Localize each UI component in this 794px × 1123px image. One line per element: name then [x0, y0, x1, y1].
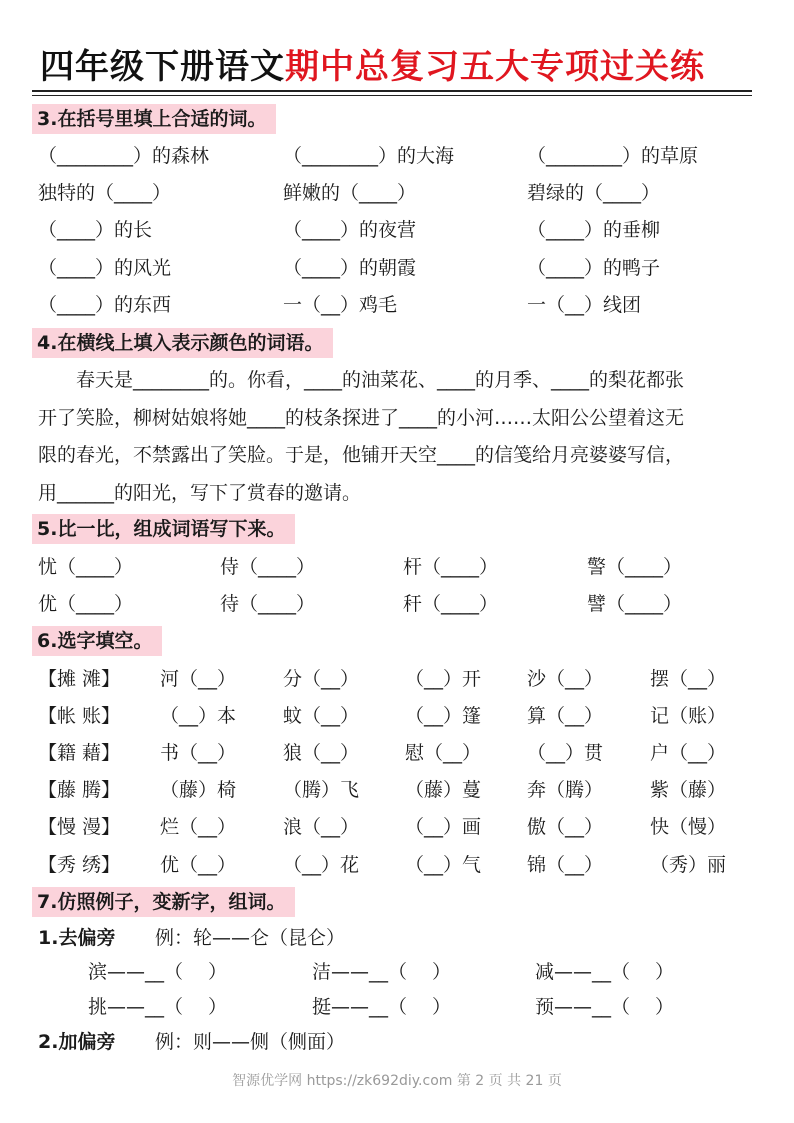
- blank-item: （____）的风光: [38, 257, 172, 279]
- blank-item: 挑——__（ ）: [88, 996, 228, 1018]
- blank-item: 减——__（ ）: [535, 961, 675, 983]
- blank-item: 锦（__）: [527, 854, 604, 876]
- section-7-heading: 7.仿照例子，变新字，组词。: [32, 887, 295, 917]
- section-6-heading: 6.选字填空。: [32, 626, 162, 656]
- blank-item: 侍（____）: [220, 556, 316, 578]
- blank-item: 碧绿的（____）: [527, 182, 661, 204]
- blank-item: 优（__）: [160, 854, 237, 876]
- blank-item: 烂（__）: [160, 816, 237, 838]
- blank-item: 独特的（____）: [38, 182, 172, 204]
- blank-item: 忧（____）: [38, 556, 134, 578]
- sub2-label: 2.加偏旁: [38, 1031, 116, 1053]
- section-3-heading: 3.在括号里填上合适的词。: [32, 104, 276, 134]
- blank-item: （秀）丽: [650, 854, 727, 876]
- blank-item: 【摊 滩】: [38, 668, 121, 690]
- title-rule-thick: [32, 90, 752, 92]
- blank-item: （__）花: [283, 854, 360, 876]
- blank-item: 记（账）: [650, 705, 727, 727]
- blank-item: 紫（藤）: [650, 779, 727, 801]
- blank-item: 算（__）: [527, 705, 604, 727]
- blank-item: （____）的长: [38, 219, 153, 241]
- section-4-heading: 4.在横线上填入表示颜色的词语。: [32, 328, 333, 358]
- blank-item: 【慢 漫】: [38, 816, 121, 838]
- blank-item: （藤）蔓: [405, 779, 482, 801]
- blank-item: 优（____）: [38, 593, 134, 615]
- blank-item: （____）的夜营: [283, 219, 417, 241]
- section-4-paragraph: [38, 362, 758, 512]
- blank-item: 警（____）: [587, 556, 683, 578]
- blank-item: 挺——__（ ）: [312, 996, 452, 1018]
- blank-item: （________）的森林: [38, 145, 210, 167]
- blank-item: 慰（__）: [405, 742, 482, 764]
- blank-item: 快（慢）: [650, 816, 727, 838]
- title-rule-thin: [32, 95, 752, 96]
- blank-item: （____）的垂柳: [527, 219, 661, 241]
- blank-item: 鲜嫩的（____）: [283, 182, 417, 204]
- blank-item: 浪（__）: [283, 816, 360, 838]
- paragraph-line: 开了笑脸，柳树姑娘将她____的枝条探进了____的小河……太阳公公望着这无: [38, 406, 685, 429]
- blank-item: 杆（____）: [403, 556, 499, 578]
- blank-item: （__）本: [160, 705, 237, 727]
- blank-item: 河（__）: [160, 668, 237, 690]
- blank-item: （____）的朝霞: [283, 257, 417, 279]
- sub2-example: 例：则——侧（侧面）: [155, 1031, 346, 1053]
- blank-item: 狼（__）: [283, 742, 360, 764]
- blank-item: （____）的东西: [38, 294, 172, 316]
- blank-item: 傲（__）: [527, 816, 604, 838]
- blank-item: 沙（__）: [527, 668, 604, 690]
- blank-item: （________）的草原: [527, 145, 699, 167]
- blank-item: 【秀 绣】: [38, 854, 121, 876]
- blank-item: （藤）椅: [160, 779, 237, 801]
- blank-item: 滨——__（ ）: [88, 961, 228, 983]
- section-5-heading: 5.比一比，组成词语写下来。: [32, 514, 295, 544]
- blank-item: （__）气: [405, 854, 482, 876]
- blank-item: 户（__）: [650, 742, 727, 764]
- blank-item: 一（__）线团: [527, 294, 642, 316]
- blank-item: 书（__）: [160, 742, 237, 764]
- blank-item: 分（__）: [283, 668, 360, 690]
- blank-item: （__）开: [405, 668, 482, 690]
- blank-item: （__）篷: [405, 705, 482, 727]
- blank-item: 一（__）鸡毛: [283, 294, 398, 316]
- blank-item: 秆（____）: [403, 593, 499, 615]
- page-footer: 智源优学网 https://zk692diy.com 第 2 页 共 21 页: [232, 1073, 562, 1089]
- blank-item: 【籍 藉】: [38, 742, 121, 764]
- blank-item: （__）画: [405, 816, 482, 838]
- blank-item: 譬（____）: [587, 593, 683, 615]
- sub1-example: 例：轮——仑（昆仑）: [155, 927, 346, 949]
- page-title: [40, 46, 755, 88]
- paragraph-line: 限的春光，不禁露出了笑脸。于是，他铺开天空____的信笺给月亮婆婆写信，: [38, 444, 685, 466]
- blank-item: 摆（__）: [650, 668, 727, 690]
- blank-item: （____）的鸭子: [527, 257, 661, 279]
- blank-item: （________）的大海: [283, 145, 455, 167]
- blank-item: 洁——__（ ）: [312, 961, 452, 983]
- blank-item: 预——__（ ）: [535, 996, 675, 1018]
- paragraph-line: 用______的阳光，写下了赏春的邀请。: [38, 481, 362, 504]
- blank-item: 奔（腾）: [527, 779, 604, 801]
- blank-item: 【帐 账】: [38, 705, 121, 727]
- page-title-grade: 四年级下册语文: [40, 47, 285, 87]
- blank-item: 【藤 腾】: [38, 779, 121, 801]
- blank-item: 待（____）: [220, 593, 316, 615]
- blank-item: （__）贯: [527, 742, 604, 764]
- sub1-label: 1.去偏旁: [38, 927, 116, 949]
- blank-item: 蚊（__）: [283, 705, 360, 727]
- paragraph-line: 春天是________的。你看，____的油菜花、____的月季、____的梨花都张: [38, 369, 685, 391]
- page-title-topic: 期中总复习五大专项过关练: [285, 47, 705, 87]
- blank-item: （腾）飞: [283, 779, 360, 801]
